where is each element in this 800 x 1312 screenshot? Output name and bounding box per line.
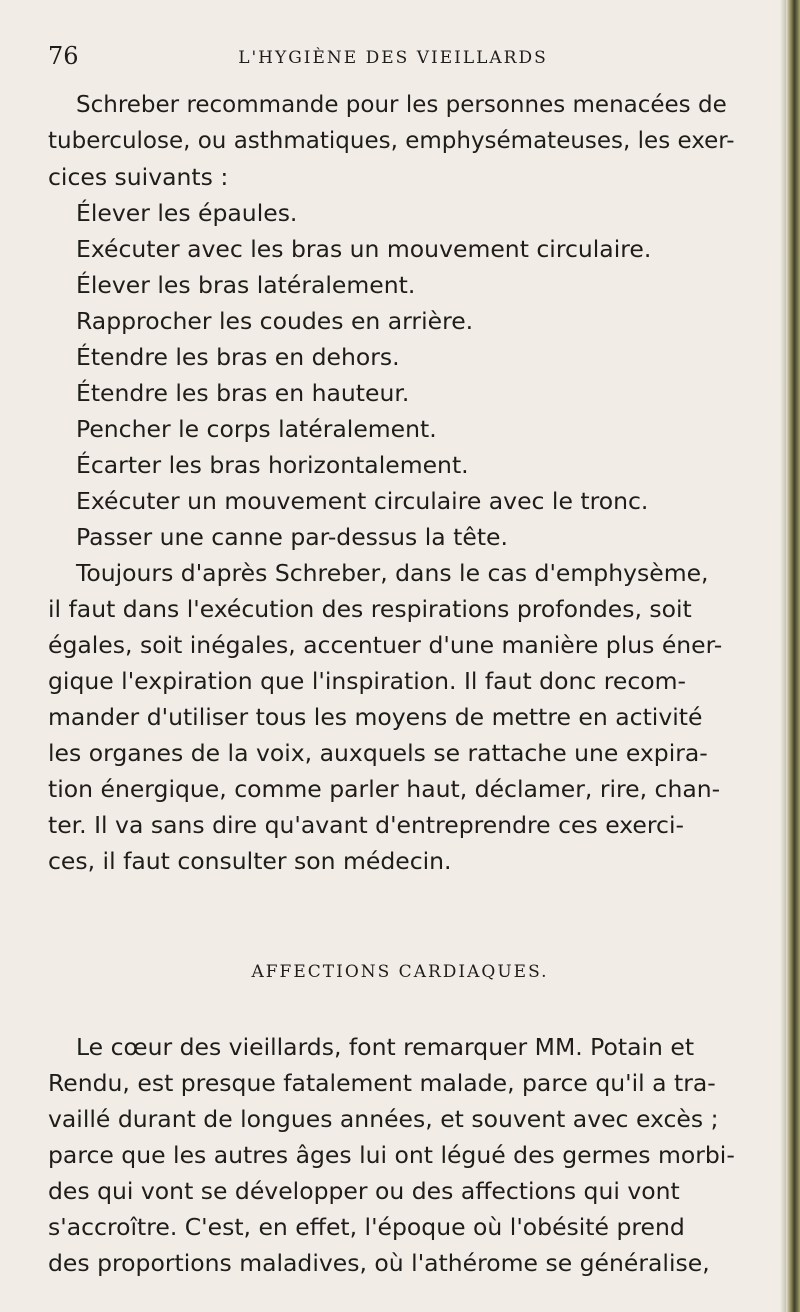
page-number: 76 (48, 42, 79, 70)
text-line: Le cœur des vieillards, font remarquer MM. Potain et (76, 1033, 695, 1061)
text-line: tion énergique, comme parler haut, déclamer, rire, chan- (48, 775, 721, 803)
text-line: mander d'utiliser tous les moyens de mettre en activité (48, 703, 703, 731)
text-line: ces, il faut consulter son médecin. (48, 847, 452, 875)
text-line: ter. Il va sans dire qu'avant d'entreprendre ces exerci- (48, 811, 684, 839)
section-heading: AFFECTIONS CARDIAQUES. (251, 962, 549, 982)
text-line: des qui vont se développer ou des affections qui vont (48, 1177, 680, 1205)
text-line: les organes de la voix, auxquels se rattache une expira- (48, 739, 708, 767)
exercise-item: Étendre les bras en hauteur. (76, 379, 410, 407)
text-line: Toujours d'après Schreber, dans le cas d'emphysème, (76, 559, 709, 587)
text-line: parce que les autres âges lui ont légué des germes morbi- (48, 1141, 735, 1169)
exercise-item: Passer une canne par-dessus la tête. (76, 523, 508, 551)
text-line: des proportions maladives, où l'athérome se généralise, (48, 1249, 710, 1277)
exercise-item: Pencher le corps latéralement. (76, 415, 437, 443)
text-line: cices suivants : (48, 163, 229, 191)
running-title: L'HYGIÈNE DES VIEILLARDS (238, 48, 548, 68)
exercise-item: Rapprocher les coudes en arrière. (76, 307, 474, 335)
exercise-item: Étendre les bras en dehors. (76, 343, 400, 371)
exercise-item: Écarter les bras horizontalement. (76, 451, 469, 479)
page-header (48, 42, 738, 76)
page-binding-edge (786, 0, 800, 1312)
text-line: égales, soit inégales, accentuer d'une manière plus éner- (48, 631, 723, 659)
exercise-item: Élever les bras latéralement. (76, 271, 416, 299)
text-line: vaillé durant de longues années, et souvent avec excès ; (48, 1105, 719, 1133)
text-line: Schreber recommande pour les personnes menacées de (76, 92, 727, 118)
text-line: Rendu, est presque fatalement malade, parce qu'il a tra- (48, 1069, 716, 1097)
exercise-item: Exécuter un mouvement circulaire avec le tronc. (76, 487, 649, 515)
text-line: tuberculose, ou asthmatiques, emphysémateuses, les exer- (48, 128, 735, 154)
text-line: il faut dans l'exécution des respirations profondes, soit (48, 595, 692, 623)
text-line: s'accroître. C'est, en effet, l'époque où l'obésité prend (48, 1213, 685, 1241)
exercise-item: Élever les épaules. (76, 199, 298, 227)
exercise-item: Exécuter avec les bras un mouvement circulaire. (76, 235, 652, 263)
text-line: gique l'expiration que l'inspiration. Il faut donc recom- (48, 667, 687, 695)
